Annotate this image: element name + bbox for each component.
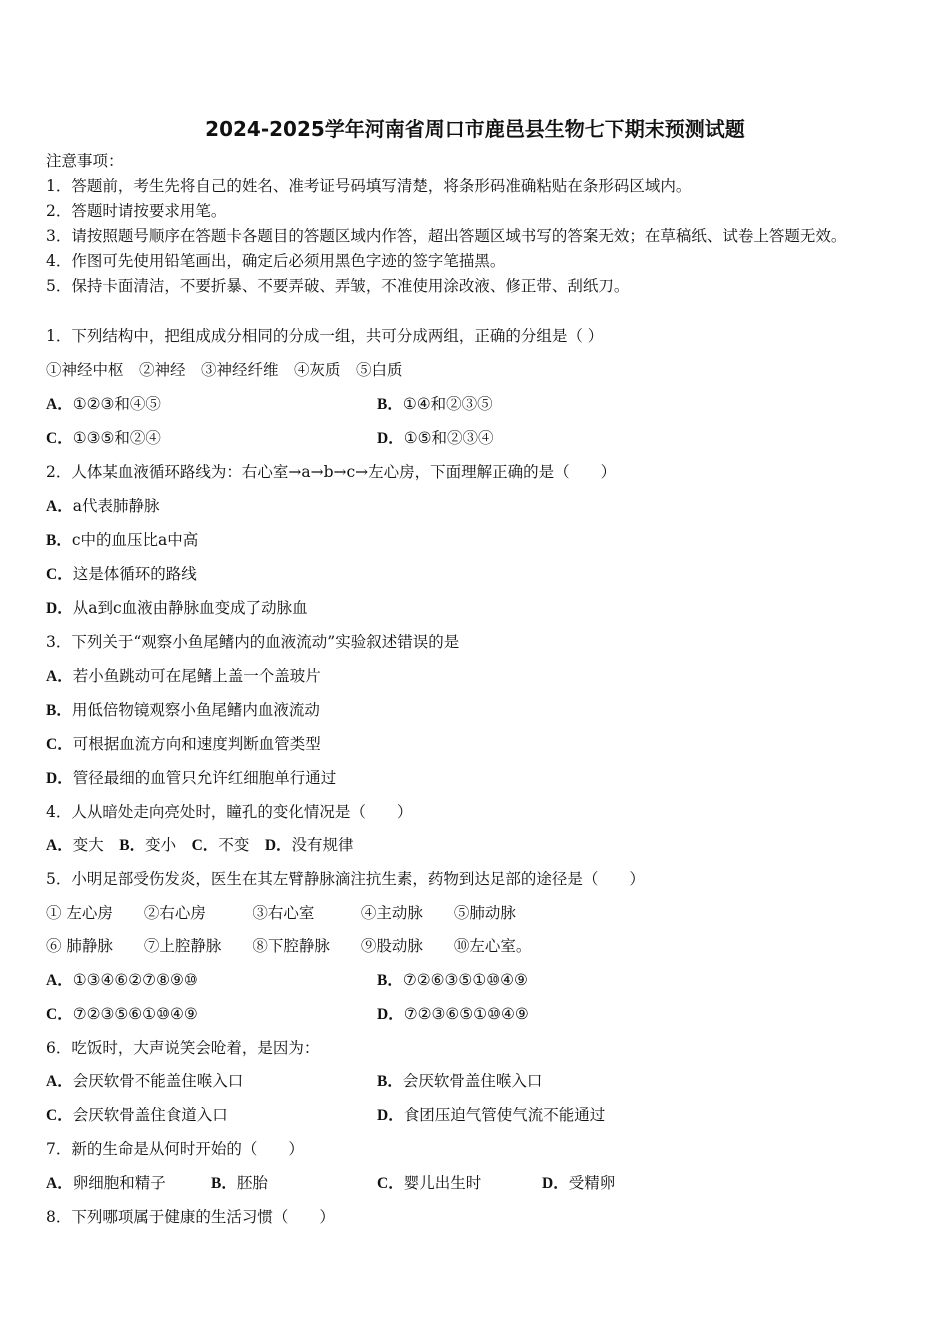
option-b: B．①④和②③⑤ (377, 395, 493, 413)
options-row: A．变大 B．变小 C．不变 D．没有规律 (46, 836, 354, 854)
question-stem: 7．新的生命是从何时开始的（ ） (46, 1140, 304, 1158)
option-a: A．卵细胞和精子 (46, 1174, 166, 1192)
question-stem: 2．人体某血液循环路线为：右心室→a→b→c→左心房，下面理解正确的是（ ） (46, 463, 617, 481)
option-a: A．a代表肺静脉 (46, 497, 160, 515)
question-stem: 5．小明足部受伤发炎，医生在其左臂静脉滴注抗生素，药物到达足部的途径是（ ） (46, 870, 645, 888)
option-c: C．可根据血流方向和速度判断血管类型 (46, 735, 321, 753)
option-b: B．c中的血压比a中高 (46, 531, 199, 549)
notice-item: 2．答题时请按要求用笔。 (46, 202, 227, 220)
question-items: ①神经中枢 ②神经 ③神经纤维 ④灰质 ⑤白质 (46, 361, 403, 379)
notice-item: 5．保持卡面清洁，不要折暴、不要弄破、弄皱，不准使用涂改液、修正带、刮纸刀。 (46, 277, 630, 295)
option-d: D．受精卵 (542, 1174, 616, 1192)
option-b: B．会厌软骨盖住喉入口 (377, 1072, 543, 1090)
option-c: C．⑦②③⑤⑥①⑩④⑨ (46, 1005, 198, 1023)
option-d: D．食团压迫气管使气流不能通过 (377, 1106, 606, 1124)
notice-item: 4．作图可先使用铅笔画出，确定后必须用黑色字迹的签字笔描黑。 (46, 252, 506, 270)
option-c: C．婴儿出生时 (377, 1174, 482, 1192)
option-b: B．⑦②⑥③⑤①⑩④⑨ (377, 971, 528, 989)
question-stem: 6．吃饭时，大声说笑会呛着，是因为： (46, 1039, 320, 1057)
option-d: D．管径最细的血管只允许红细胞单行通过 (46, 769, 337, 787)
notice-heading: 注意事项： (46, 152, 124, 170)
option-a: A．①③④⑥②⑦⑧⑨⑩ (46, 971, 198, 989)
page-title: 2024-2025学年河南省周口市鹿邑县生物七下期末预测试题 (205, 117, 745, 141)
notice-item: 3．请按照题号顺序在答题卡各题目的答题区域内作答，超出答题区域书写的答案无效；在草稿纸、试卷上答题无效。 (46, 227, 847, 245)
question-stem: 1．下列结构中，把组成成分相同的分成一组，共可分成两组，正确的分组是（ ） (46, 327, 604, 345)
notice-item: 1．答题前，考生先将自己的姓名、准考证号码填写清楚，将条形码准确粘贴在条形码区域内。 (46, 177, 692, 195)
option-c: C．会厌软骨盖住食道入口 (46, 1106, 228, 1124)
question-items: ⑥ 肺静脉 ⑦上腔静脉 ⑧下腔静脉 ⑨股动脉 ⑩左心室。 (46, 937, 532, 955)
question-stem: 8．下列哪项属于健康的生活习惯（ ） (46, 1208, 335, 1226)
option-d: D．从a到c血液由静脉血变成了动脉血 (46, 599, 308, 617)
option-d: D．⑦②③⑥⑤①⑩④⑨ (377, 1005, 529, 1023)
option-b: B．用低倍物镜观察小鱼尾鳍内血液流动 (46, 701, 320, 719)
option-d: D．①⑤和②③④ (377, 429, 494, 447)
option-c: C．①③⑤和②④ (46, 429, 161, 447)
option-b: B．胚胎 (211, 1174, 268, 1192)
question-items: ① 左心房 ②右心房 ③右心室 ④主动脉 ⑤肺动脉 (46, 904, 516, 922)
option-c: C．这是体循环的路线 (46, 565, 197, 583)
option-a: A．会厌软骨不能盖住喉入口 (46, 1072, 244, 1090)
question-stem: 3．下列关于“观察小鱼尾鳍内的血液流动”实验叙述错误的是 (46, 633, 460, 651)
option-a: A．①②③和④⑤ (46, 395, 161, 413)
option-a: A．若小鱼跳动可在尾鳍上盖一个盖玻片 (46, 667, 321, 685)
question-stem: 4．人从暗处走向亮处时，瞳孔的变化情况是（ ） (46, 803, 413, 821)
